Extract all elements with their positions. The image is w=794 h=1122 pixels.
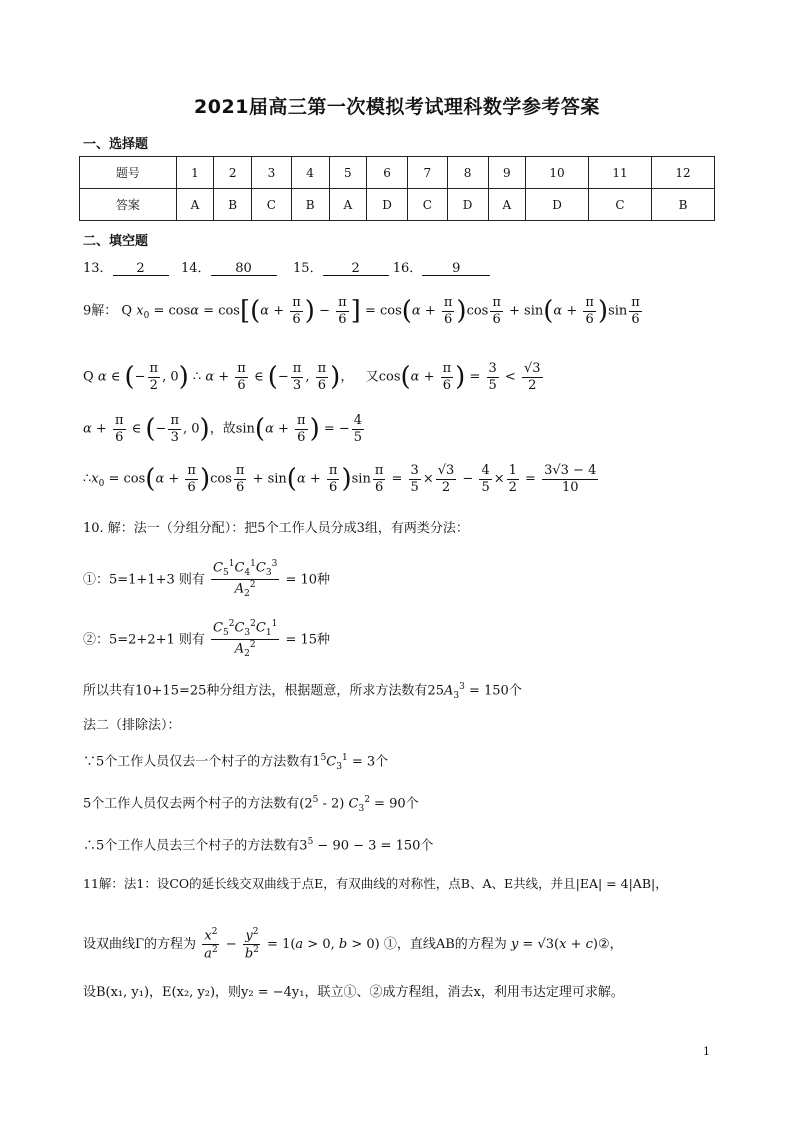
q9-text-hence: ，故	[209, 421, 236, 437]
q15-answer: 2	[323, 262, 389, 276]
q10-case1-text: ①：5=1+1+3 则有	[83, 572, 205, 588]
q9-label: 9解：	[83, 303, 118, 319]
table-cell: B	[214, 189, 252, 221]
q10-method2: 法二（排除法）：	[83, 718, 181, 733]
q10-case2-unit: 种	[317, 632, 331, 648]
q11-line2: 设双曲线Γ的方程为 $\frac{x^2}{a^2}$ − $\frac{y^2}{b^2}$ = 1(a > 0, b > 0) ①，直线AB的方程为 y = √3(x + c)②，	[83, 927, 623, 962]
table-cell: 1	[176, 157, 213, 189]
q10-m2-line3: ∴5个工作人员去三个村子的方法数有$3^5 - 90 - 3 = 150$个	[83, 837, 434, 854]
section-heading-choice: 一、选择题	[83, 137, 149, 152]
q10-case1: ①：5=1+1+3 则有 $\frac{C_5^1C_4^1C_3^3}{A_2^2}$ = 10种	[83, 559, 331, 600]
q9-line4: $\therefore x_0 = \cos(\alpha$ + $\frac{\pi}{6}$ )cos $\frac{\pi}{6}$ + sin(α + $\frac{\pi}{6}$ )sin $\frac{\pi}{6}$ = $\frac{3}{5}$ × $\frac{√3}{2}$ − $\frac{4}{5}$ × $\frac{1}{2}$ = $\frac{3√3 - 4}{10}$	[83, 463, 597, 495]
table-cell: 5	[329, 157, 366, 189]
q10-case1-value: 10	[300, 572, 318, 588]
page-title: 2021届高三第一次模拟考试理科数学参考答案	[194, 96, 600, 118]
answer-table	[79, 156, 715, 221]
table-cell: 6	[367, 157, 408, 189]
q13-label: 13．	[83, 261, 113, 276]
q11-line1: 11解：法1：设CO的延长线交双曲线于点E，有双曲线的对称性，点B、A、E共线，并且|EA| = 4|AB|，	[83, 876, 668, 891]
table-cell: 7	[408, 157, 447, 189]
q9-line3: α + $\frac{\pi}{6}$ ∈ (− $\frac{\pi}{3}$ , 0)，故sin(α + $\frac{\pi}{6}$ ) = − $\frac{4}{5}$	[83, 413, 363, 445]
table-row	[80, 157, 715, 189]
q11-line2-text-c: ②，	[597, 936, 623, 952]
q10-m2-line2-unit: 个	[405, 796, 419, 812]
table-cell: B	[651, 189, 714, 221]
q10-case2-value: 15	[300, 632, 318, 648]
q10-total: 所以共有10+15=25种分组方法，根据题意，所求方法数有$25A_3^3 = 150$个	[83, 682, 522, 701]
table-cell: D	[367, 189, 408, 221]
q11-line3: 设B(x₁, y₁)，E(x₂, y₂)，则y₂ = −4y₁，联立①、②成方程组，消去x，利用韦达定理可求解。	[83, 985, 624, 1000]
q9-text-again: 又	[365, 369, 379, 385]
table-cell: 10	[526, 157, 589, 189]
q10-intro: 10. 解：法一（分组分配）：把5个工作人员分成3组，有两类分法：	[83, 521, 469, 536]
q10-case2-text: ②：5=2+2+1 则有	[83, 632, 205, 648]
table-row-header: 答案	[80, 189, 177, 221]
section-heading-fill: 二、填空题	[83, 234, 149, 249]
fill-answers	[83, 262, 490, 276]
table-cell: A	[329, 189, 366, 221]
table-cell: D	[447, 189, 488, 221]
q13-answer: 2	[113, 262, 169, 276]
q14-label: 14．	[180, 261, 211, 276]
because-symbol: Q	[83, 369, 94, 385]
q9-line2: Q α ∈ (− $\frac{\pi}{2}$ , 0) ∴ α + $\frac{\pi}{6}$ ∈ (− $\frac{\pi}{3}$ , $\frac{\pi}{6}$ )， 又cos(α + $\frac{\pi}{6}$ ) = $\frac{3}{5}$ < $\frac{√3}{2}$	[83, 361, 541, 393]
q9-line1: 9解： Q $x_0 = \cos\alpha = \cos[(\alpha$ + $\frac{\pi}{6}$ ) − $\frac{\pi}{6}$ ] = cos(α + $\frac{\pi}{6}$ )cos $\frac{\pi}{6}$ + sin(α + $\frac{\pi}{6}$ )sin $\frac{\pi}{6}$	[83, 295, 640, 327]
therefore-symbol: ∴	[83, 471, 92, 487]
q15-label: 15．	[293, 261, 323, 276]
table-cell: A	[488, 189, 525, 221]
because-symbol: Q	[121, 303, 133, 319]
q10-m2-line1-text: ∵5个工作人员仅去一个村子的方法数有	[83, 754, 313, 770]
q10-m2-line1: ∵5个工作人员仅去一个村子的方法数有$1^5C_3^1 = 3$个	[83, 753, 389, 772]
table-row	[80, 189, 715, 221]
table-cell: 3	[252, 157, 291, 189]
table-cell: 9	[488, 157, 525, 189]
table-cell: A	[176, 189, 213, 221]
q10-m2-line1-unit: 个	[375, 754, 389, 770]
page-number: 1	[703, 1045, 710, 1058]
q10-case1-unit: 种	[317, 572, 331, 588]
q11-line2-text-a: 设双曲线Γ的方程为	[83, 936, 197, 952]
table-cell: 8	[447, 157, 488, 189]
table-row-header: 题号	[80, 157, 177, 189]
q10-case2: ②：5=2+2+1 则有 $\frac{C_5^2C_3^2C_1^1}{A_2^2}$ = 15种	[83, 619, 331, 660]
table-cell: 11	[588, 157, 651, 189]
q10-total-text: 所以共有10+15=25种分组方法，根据题意，所求方法数有	[83, 683, 428, 699]
table-cell: D	[526, 189, 589, 221]
table-cell: 12	[651, 157, 714, 189]
table-cell: C	[408, 189, 447, 221]
q11-line2-text-b: ①，直线AB的方程为	[383, 936, 507, 952]
table-cell: 2	[214, 157, 252, 189]
q10-m2-line3-text: ∴5个工作人员去三个村子的方法数有	[83, 838, 300, 854]
table-cell: 4	[291, 157, 329, 189]
q10-m2-line3-unit: 个	[420, 838, 434, 854]
q14-answer: 80	[211, 262, 277, 276]
q10-m2-line2-text: 5个工作人员仅去两个村子的方法数有	[83, 796, 300, 812]
q10-m2-line2: 5个工作人员仅去两个村子的方法数有$(2^5 - 2) C_3^2 = 90$个	[83, 795, 419, 814]
q16-answer: 9	[422, 262, 490, 276]
table-cell: B	[291, 189, 329, 221]
q16-label: 16．	[392, 261, 423, 276]
q10-total-unit: 个	[508, 683, 522, 699]
table-cell: C	[252, 189, 291, 221]
table-cell: C	[588, 189, 651, 221]
